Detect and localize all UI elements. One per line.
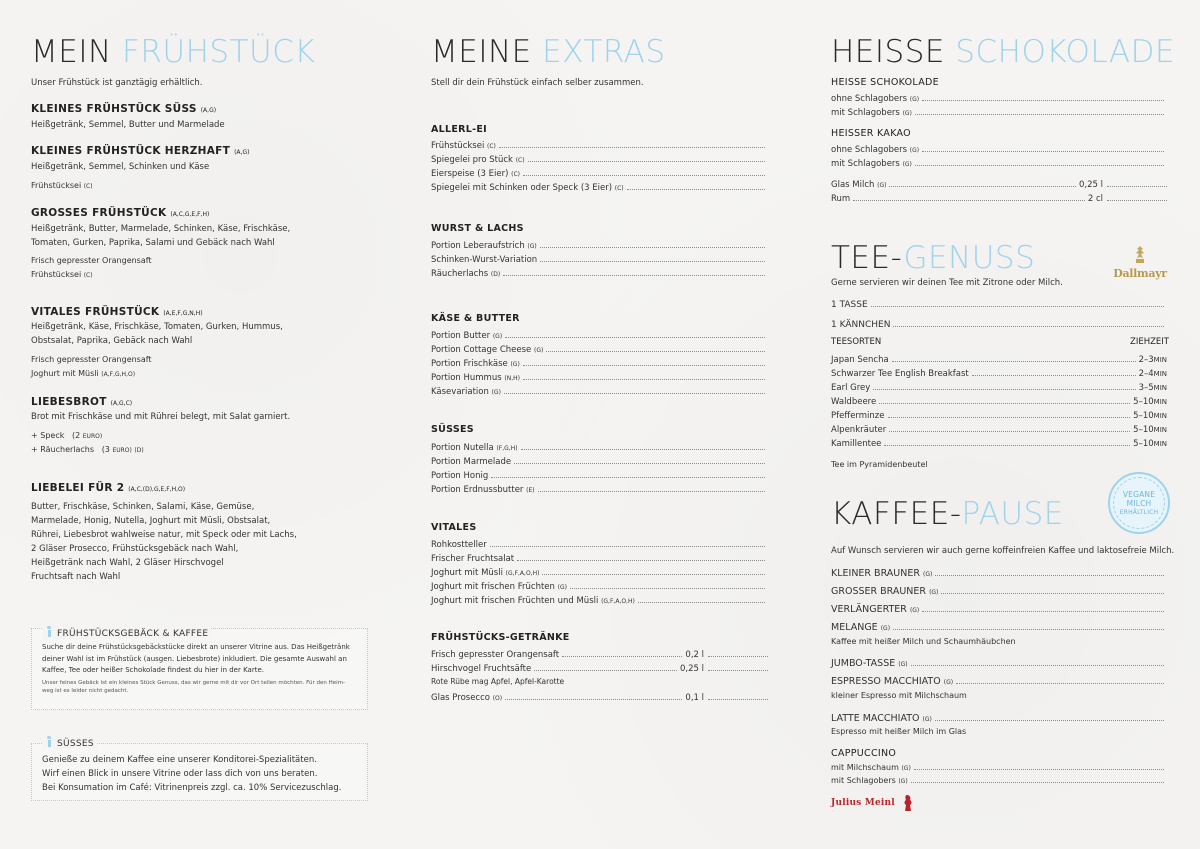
tea-row: Earl Grey 3–5MIN [831, 383, 1167, 393]
list-item: mit Milchschaum (G) [831, 761, 1167, 775]
item-desc: Heißgetränk, Semmel, Schinken und Käse [31, 162, 210, 172]
list-item: Frischer Fruchtsalat [431, 552, 768, 566]
list-item: ohne Schlagobers (G) [831, 143, 1167, 157]
tea-row: Japan Sencha 2–3MIN [831, 355, 1167, 365]
list-item: Portion Erdnussbutter (E) [431, 483, 768, 497]
section-title-fruehstueck: MEIN FRÜHSTÜCK [31, 34, 316, 70]
item-extra: Frisch gepresster Orangensaft [31, 256, 152, 265]
item-desc: Butter, Frischkäse, Schinken, Salami, Käse, Gemüse, Marmelade, Honig, Nutella, Joghurt mit Müsli, Obstsalat, Rührei, Liebesbrot wahlweise natur, mit Speck oder mit Lachs, 2 Gläser Prosecco, Frühstücksgebäck nach Wahl, Heißgetränk nach Wahl, 2 Gläser Hirschvogel Fruchtsaft nach Wahl [31, 502, 297, 582]
coffee-item: VERLÄNGERTER (G) [831, 603, 1167, 617]
drink-group-title: HEISSER KAKAO [831, 128, 911, 139]
info-icon [46, 736, 52, 747]
coffee-item: JUMBO-TASSE (G) [831, 657, 1167, 671]
item-extra: Joghurt mit Müsli (A,F,G,H,O) [31, 369, 136, 378]
subsection-title: SÜSSES [431, 424, 474, 435]
list-item: Räucherlachs (D) [431, 267, 768, 281]
item-extra: Frühstücksei (C) [31, 270, 93, 279]
list-item: Joghurt mit frischen Früchten (G) [431, 580, 768, 594]
coffee-desc: Kaffee mit heißer Milch und Schaumhäubchen [831, 637, 1016, 646]
item-desc: Brot mit Frischkäse und mit Rührei belegt, mit Salat garniert. [31, 412, 291, 422]
list-item: Joghurt mit Müsli (G,F,A,O,H) [431, 566, 768, 580]
list-item: mit Schlagobers (G) [831, 157, 1167, 171]
list-item: Portion Frischkäse (G) [431, 357, 768, 371]
item-title: LIEBESBROT (A,G,C) [31, 396, 133, 408]
tea-column-header: ZIEHZEIT [1130, 337, 1169, 347]
julius-meinl-logo: Julius Meinl [831, 794, 915, 812]
coffee-item: LATTE MACCHIATO (G) [831, 712, 1167, 726]
list-item: Glas Prosecco (O) 0,1 l [431, 691, 768, 705]
coffee-desc: kleiner Espresso mit Milchschaum [831, 691, 967, 700]
coffee-item: MELANGE (G) [831, 621, 1167, 635]
item-desc: Heißgetränk, Käse, Frischkäse, Tomaten, Gurken, Hummus, [31, 322, 283, 332]
tea-note: Tee im Pyramidenbeutel [831, 460, 928, 469]
list-item: Joghurt mit frischen Früchten und Müsli (G,F,A,O,H) [431, 594, 768, 608]
coffee-item: ESPRESSO MACCHIATO (G) [831, 675, 1167, 689]
list-item: Portion Cottage Cheese (G) [431, 343, 768, 357]
item-title: KLEINES FRÜHSTÜCK SÜSS (A,G) [31, 103, 217, 115]
list-item: Hirschvogel Fruchtsäfte 0,25 l [431, 662, 768, 676]
info-box-text: Suche dir deine Frühstücksgebäckstücke direkt an unserer Vitrine aus. Das Heißgetränk deiner Wahl ist im Frühstück (ausgen. Liebesbrote) inkludiert. Die gesamte Auswahl an Kaffee, Tee oder heißer Schokolade findest du hier in der Karte. [42, 643, 350, 674]
addon-raeucherlachs: + Räucherlachs (3 EURO) (D) [31, 445, 144, 454]
item-title: GROSSES FRÜHSTÜCK (A,C,G,E,F,H) [31, 207, 210, 219]
dallmayr-crest-icon [1132, 245, 1148, 265]
info-box-note: Unser feines Gebäck ist ein kleines Stück Genuss, das wir gerne mit dir vor Ort teilen möchten. Für den Heim- weg ist es leider nicht gedacht. [42, 680, 345, 694]
subsection-title: ALLERL-EI [431, 124, 487, 135]
tea-size-row: 1 TASSE [831, 298, 1167, 312]
list-item: Frühstücksei (C) [431, 139, 768, 153]
list-item: Portion Nutella (F,G,H) [431, 441, 768, 455]
item-desc: Heißgetränk, Semmel, Butter und Marmelade [31, 120, 225, 130]
vegane-milch-badge: VEGANE MILCH ERHÄLTLICH [1108, 472, 1170, 534]
list-item: ohne Schlagobers (G) [831, 92, 1167, 106]
item-extra: Frühstücksei (C) [31, 181, 93, 190]
list-item: Rote Rübe mag Apfel, Apfel-Karotte [431, 677, 565, 686]
list-item: Spiegelei mit Schinken oder Speck (3 Eier) (C) [431, 181, 768, 195]
info-box-title: FRÜHSTÜCKSGEBÄCK & KAFFEE [43, 626, 211, 639]
item-desc: Heißgetränk, Butter, Marmelade, Schinken, Käse, Frischkäse, [31, 224, 291, 234]
section-title-tee: TEE-GENUSS [831, 240, 1036, 276]
tea-row: Waldbeere 5–10MIN [831, 397, 1167, 407]
item-desc: Obstsalat, Paprika, Gebäck nach Wahl [31, 336, 193, 346]
intro-text: Stell dir dein Frühstück einfach selber zusammen. [431, 78, 644, 88]
meinl-moor-icon [901, 794, 915, 812]
list-item: Schinken-Wurst-Variation [431, 253, 768, 267]
subsection-title: VITALES [431, 522, 477, 533]
intro-text: Auf Wunsch servieren wir auch gerne koffeinfreien Kaffee und laktosefreie Milch. [831, 546, 1175, 556]
coffee-item: GROSSER BRAUNER (G) [831, 585, 1167, 599]
list-item: Glas Milch (G) 0,25 l [831, 178, 1167, 192]
item-extra: Frisch gepresster Orangensaft [31, 355, 152, 364]
item-title: LIEBELEI FÜR 2 (A,C,(D),G,E,F,H,O) [31, 482, 186, 494]
list-item: Spiegelei pro Stück (C) [431, 153, 768, 167]
section-title-schokolade: HEISSE SCHOKOLADE [831, 34, 1176, 70]
coffee-item: CAPPUCCINO [831, 748, 897, 759]
tea-row: Schwarzer Tee English Breakfast 2–4MIN [831, 369, 1167, 379]
list-item: Portion Marmelade [431, 455, 768, 469]
list-item: Frisch gepresster Orangensaft 0,2 l [431, 648, 768, 662]
intro-text: Unser Frühstück ist ganztägig erhältlich. [31, 78, 203, 88]
item-desc: Tomaten, Gurken, Paprika, Salami und Gebäck nach Wahl [31, 238, 275, 248]
subsection-title: FRÜHSTÜCKS-GETRÄNKE [431, 632, 570, 643]
item-title: KLEINES FRÜHSTÜCK HERZHAFT (A,G) [31, 145, 250, 157]
tea-row: Alpenkräuter 5–10MIN [831, 425, 1167, 435]
item-title: VITALES FRÜHSTÜCK (A,E,F,G,N,H) [31, 306, 203, 318]
info-box-title: SÜSSES [43, 736, 97, 749]
list-item: Käsevariation (G) [431, 385, 768, 399]
tea-column-header: TEESORTEN [831, 337, 882, 347]
addon-speck: + Speck (2 EURO) [31, 431, 103, 440]
list-item: mit Schlagobers (G) [831, 774, 1167, 788]
drink-group-title: HEISSE SCHOKOLADE [831, 77, 939, 88]
info-icon [46, 626, 52, 637]
subsection-title: WURST & LACHS [431, 223, 524, 234]
list-item: Portion Honig [431, 469, 768, 483]
coffee-desc: Espresso mit heißer Milch im Glas [831, 727, 967, 736]
info-box-text: Genieße zu deinem Kaffee eine unserer Konditorei-Spezialitäten. Wirf einen Blick in unsere Vitrine oder lass dich von uns beraten. Bei Konsumation im Café: Vitrinenpreis zzgl. ca. 10% Servicezuschlag. [42, 755, 342, 793]
section-title-kaffee: KAFFEE-PAUSE [831, 496, 1064, 532]
intro-text: Gerne servieren wir deinen Tee mit Zitrone oder Milch. [831, 278, 1063, 288]
list-item: Portion Hummus (N,H) [431, 371, 768, 385]
tea-row: Kamillentee 5–10MIN [831, 439, 1167, 449]
list-item: Eierspeise (3 Eier) (C) [431, 167, 768, 181]
list-item: mit Schlagobers (G) [831, 106, 1167, 120]
list-item: Portion Butter (G) [431, 329, 768, 343]
list-item: Portion Leberaufstrich (G) [431, 239, 768, 253]
tea-size-row: 1 KÄNNCHEN [831, 318, 1167, 332]
list-item: Rum 2 cl [831, 192, 1167, 206]
section-title-extras: MEINE EXTRAS [431, 34, 666, 70]
list-item: Rohkostteller [431, 538, 768, 552]
subsection-title: KÄSE & BUTTER [431, 313, 520, 324]
tea-row: Pfefferminze 5–10MIN [831, 411, 1167, 421]
dallmayr-logo: Dallmayr [1110, 245, 1170, 287]
coffee-item: KLEINER BRAUNER (G) [831, 567, 1167, 581]
